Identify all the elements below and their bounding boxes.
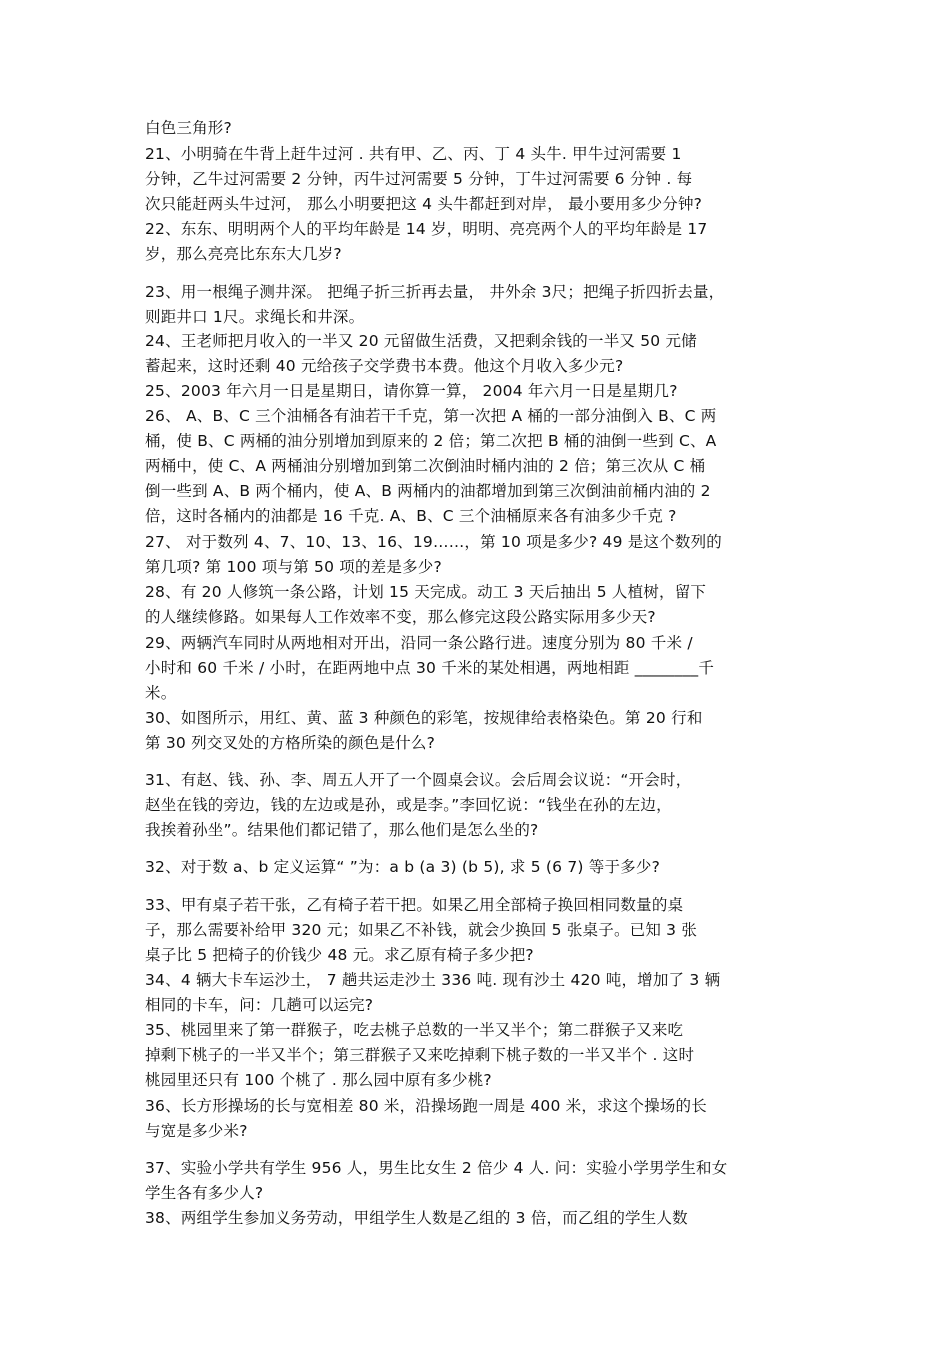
text-line: 米。 <box>145 684 177 702</box>
text-line: 35、桃园里来了第一群猴子，吃去桃子总数的一半又半个；第二群猴子又来吃 <box>145 1021 684 1039</box>
text-line: 29、两辆汽车同时从两地相对开出，沿同一条公路行进。速度分别为 80 千米 / <box>145 634 693 652</box>
text-line: 与宽是多少米? <box>145 1122 248 1140</box>
text-line: 我挨着孙坐”。结果他们都记错了，那么他们是怎么坐的? <box>145 821 539 839</box>
text-line: 桃园里还只有 100 个桃了 . 那么园中原有多少桃? <box>145 1071 492 1089</box>
text-line: 次只能赶两头牛过河， 那么小明要把这 4 头牛都赶到对岸， 最小要用多少分钟? <box>145 195 703 213</box>
text-line: 的人继续修路。如果每人工作效率不变，那么修完这段公路实际用多少天? <box>145 608 656 626</box>
text-line: 34、4 辆大卡车运沙土， 7 趟共运走沙土 336 吨. 现有沙土 420 吨，增加了 3 辆 <box>145 971 721 989</box>
text-line: 37、实验小学共有学生 956 人，男生比女生 2 倍少 4 人. 问：实验小学男学生和女 <box>145 1159 728 1177</box>
text-line: 第 30 列交叉处的方格所染的颜色是什么? <box>145 734 436 752</box>
text-line: 26、 A、B、C 三个油桶各有油若干千克，第一次把 A 桶的一部分油倒入 B、C 两 <box>145 407 717 425</box>
text-line: 倒一些到 A、B 两个桶内，使 A、B 两桶内的油都增加到第三次倒油前桶内油的 2 <box>145 482 711 500</box>
text-line: 32、对于数 a、b 定义运算“ ”为：a b (a 3) (b 5), 求 5 (6 7) 等于多少? <box>145 858 660 876</box>
text-line: 31、有赵、钱、孙、李、周五人开了一个圆桌会议。会后周会议说：“开会时， <box>145 771 692 789</box>
text-line: 桌子比 5 把椅子的价钱少 48 元。求乙原有椅子多少把? <box>145 946 534 964</box>
text-line: 33、甲有桌子若干张，乙有椅子若干把。如果乙用全部椅子换回相同数量的桌 <box>145 896 684 914</box>
text-line: 30、如图所示，用红、黄、蓝 3 种颜色的彩笔，按规律给表格染色。第 20 行和 <box>145 709 703 727</box>
text-line: 倍，这时各桶内的油都是 16 千克. A、B、C 三个油桶原来各有油多少千克 ? <box>145 507 677 525</box>
text-line: 分钟，乙牛过河需要 2 分钟，丙牛过河需要 5 分钟，丁牛过河需要 6 分钟 . 每 <box>145 170 693 188</box>
text-line: 36、长方形操场的长与宽相差 80 米，沿操场跑一周是 400 米，求这个操场的长 <box>145 1097 707 1115</box>
text-line: 38、两组学生参加义务劳动，甲组学生人数是乙组的 3 倍，而乙组的学生人数 <box>145 1209 688 1227</box>
text-line: 两桶中，使 C、A 两桶油分别增加到第二次倒油时桶内油的 2 倍；第三次从 C 桶 <box>145 457 706 475</box>
text-line: 子，那么需要补给甲 320 元；如果乙不补钱，就会少换回 5 张桌子。已知 3 张 <box>145 921 698 939</box>
text-line: 21、小明骑在牛背上赶牛过河 . 共有甲、乙、丙、丁 4 头牛. 甲牛过河需要 1 <box>145 145 682 163</box>
text-line: 岁，那么亮亮比东东大几岁? <box>145 245 342 263</box>
text-line: 桶，使 B、C 两桶的油分别增加到原来的 2 倍；第二次把 B 桶的油倒一些到 C、A <box>145 432 717 450</box>
text-line: 相同的卡车，问：几趟可以运完? <box>145 996 374 1014</box>
text-line: 23、用一根绳子测井深。 把绳子折三折再去量， 井外余 3尺；把绳子折四折去量， <box>145 283 725 301</box>
text-line: 24、王老师把月收入的一半又 20 元留做生活费，又把剩余钱的一半又 50 元储 <box>145 332 697 350</box>
text-line: 白色三角形? <box>145 119 232 137</box>
text-line: 掉剩下桃子的一半又半个；第三群猴子又来吃掉剩下桃子数的一半又半个 . 这时 <box>145 1046 695 1064</box>
text-line: 22、东东、明明两个人的平均年龄是 14 岁，明明、亮亮两个人的平均年龄是 17 <box>145 220 708 238</box>
text-line: 27、 对于数列 4、7、10、13、16、19……，第 10 项是多少? 49 是这个数列的 <box>145 533 722 551</box>
text-line: 第几项? 第 100 项与第 50 项的差是多少? <box>145 558 442 576</box>
text-line: 则距井口 1尺。求绳长和井深。 <box>145 308 365 326</box>
text-line: 28、有 20 人修筑一条公路，计划 15 天完成。动工 3 天后抽出 5 人植树，留下 <box>145 583 707 601</box>
text-line: 赵坐在钱的旁边，钱的左边或是孙，或是李。”李回忆说：“钱坐在孙的左边， <box>145 796 672 814</box>
text-line: 蓄起来，这时还剩 40 元给孩子交学费书本费。他这个月收入多少元? <box>145 357 624 375</box>
text-line: 25、2003 年六月一日是星期日，请你算一算， 2004 年六月一日是星期几? <box>145 382 678 400</box>
text-line: 学生各有多少人? <box>145 1184 264 1202</box>
text-line: 小时和 60 千米 / 小时，在距两地中点 30 千米的某处相遇，两地相距 ________千 <box>145 659 715 677</box>
